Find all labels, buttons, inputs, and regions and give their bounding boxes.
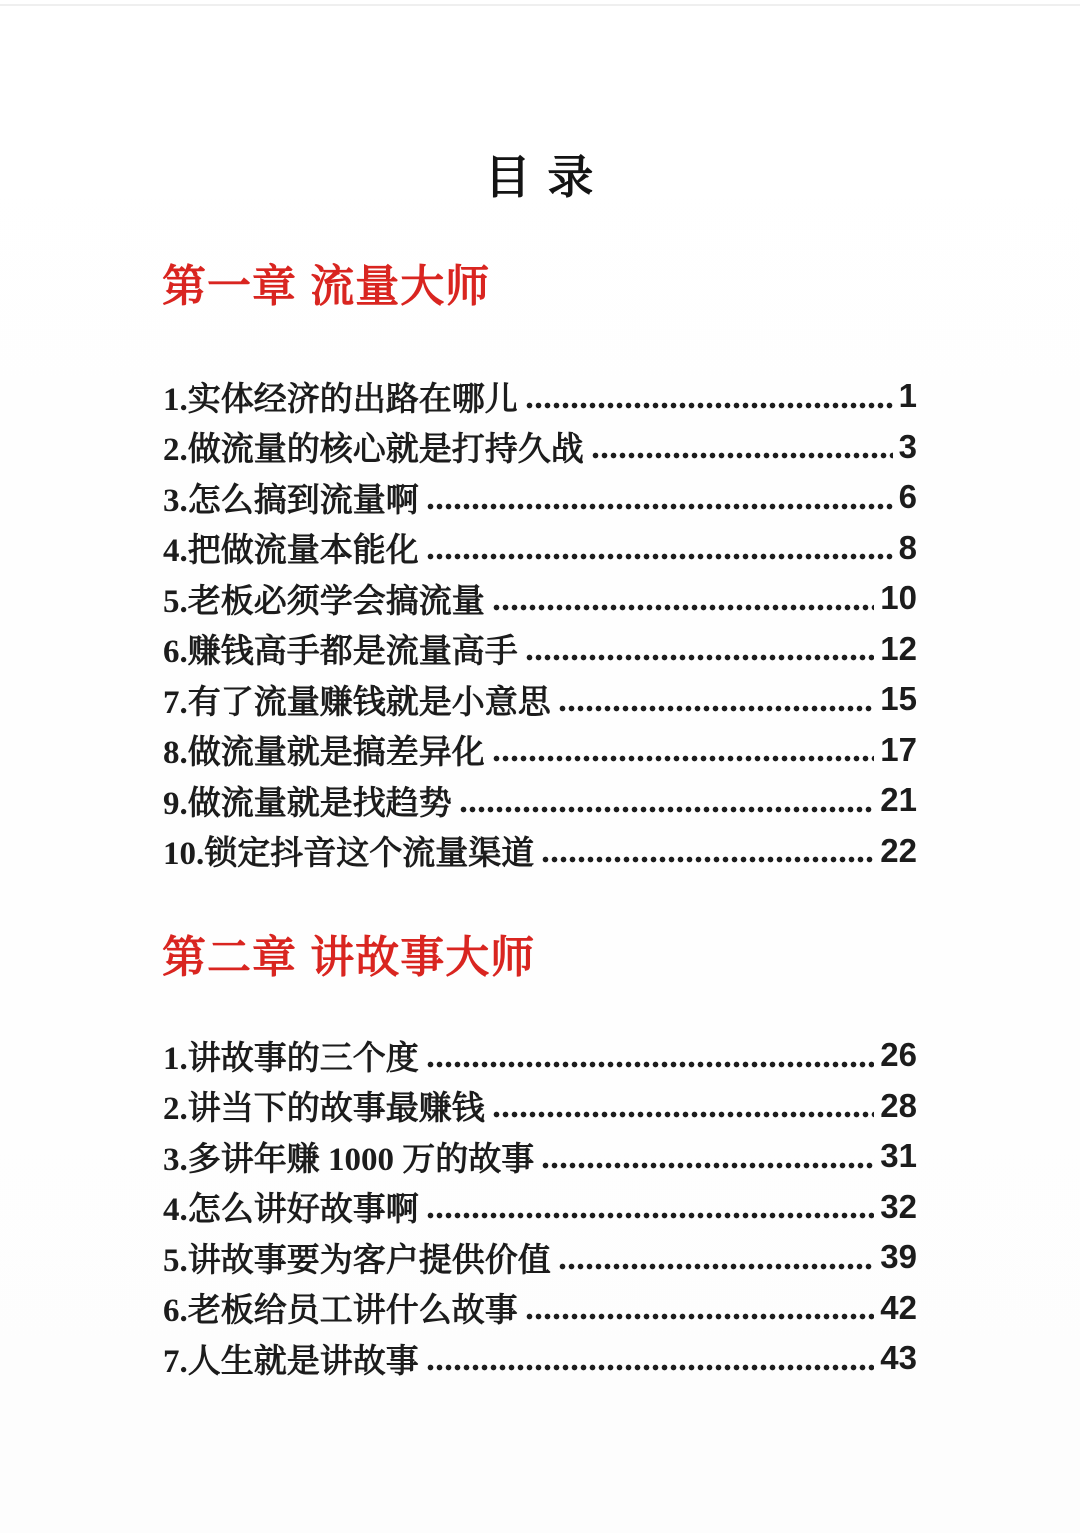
dotted-leader (427, 553, 893, 560)
dotted-leader (460, 806, 875, 813)
dotted-leader (493, 1111, 875, 1118)
toc-entry (163, 573, 917, 624)
dotted-leader (427, 1212, 875, 1219)
toc-entry-page-number: 28 (880, 1086, 917, 1124)
dotted-leader (592, 452, 893, 459)
toc-entry (163, 1232, 917, 1283)
toc-entry-title: 7.有了流量赚钱就是小意思 (163, 684, 551, 721)
toc-entry (163, 775, 917, 826)
toc-entry-page-number: 26 (880, 1036, 917, 1074)
toc-entry (163, 1333, 917, 1384)
chapter-2-section (0, 932, 1080, 1384)
toc-entry-page-number: 3 (898, 427, 917, 465)
toc-entry (163, 1081, 917, 1132)
chapter-1-heading: 第一章 流量大师 (162, 262, 491, 311)
toc-entry (163, 472, 917, 523)
toc-entry-page-number: 8 (898, 528, 917, 566)
dotted-leader (526, 1313, 875, 1320)
toc-entry (163, 1030, 917, 1081)
toc-entry (163, 1131, 917, 1182)
toc-entry (163, 1283, 917, 1334)
toc-entry (163, 371, 917, 422)
toc-entry-page-number: 42 (880, 1288, 917, 1326)
toc-entry-title: 9.做流量就是找趋势 (163, 785, 452, 822)
toc-entry-title: 2.做流量的核心就是打持久战 (163, 432, 584, 469)
dotted-leader (427, 1364, 875, 1371)
toc-entry-title: 1.讲故事的三个度 (163, 1040, 419, 1077)
toc-entry-page-number: 32 (880, 1187, 917, 1225)
toc-entry-title: 4.把做流量本能化 (163, 533, 419, 570)
toc-entry-title: 7.人生就是讲故事 (163, 1343, 419, 1380)
toc-entry-page-number: 10 (880, 579, 917, 617)
dotted-leader (526, 402, 893, 409)
toc-entry (163, 1182, 917, 1233)
page-title: 目 录 (484, 151, 596, 203)
toc-entry-page-number: 17 (880, 730, 917, 768)
scan-artifact-line (0, 4, 1080, 6)
toc-entry-title: 6.赚钱高手都是流量高手 (163, 634, 518, 671)
toc-entry (163, 422, 917, 473)
toc-entry-page-number: 22 (880, 831, 917, 869)
toc-entry-title: 10.锁定抖音这个流量渠道 (163, 836, 535, 873)
dotted-leader (493, 755, 875, 762)
toc-entry-page-number: 12 (880, 629, 917, 667)
toc-entry-page-number: 1 (898, 377, 917, 415)
toc-entry-page-number: 31 (880, 1137, 917, 1175)
dotted-leader (542, 1162, 874, 1169)
toc-entry-page-number: 39 (880, 1238, 917, 1276)
chapter-2-toc-list (163, 1030, 917, 1384)
chapter-1-toc-list (163, 371, 917, 876)
toc-entry-title: 6.老板给员工讲什么故事 (163, 1293, 518, 1330)
toc-entry-page-number: 43 (880, 1339, 917, 1377)
toc-entry-title: 5.老板必须学会搞流量 (163, 583, 485, 620)
toc-entry-page-number: 15 (880, 680, 917, 718)
dotted-leader (427, 503, 893, 510)
toc-entry-title: 5.讲故事要为客户提供价值 (163, 1242, 551, 1279)
toc-entry (163, 624, 917, 675)
toc-entry (163, 674, 917, 725)
toc-entry-title: 8.做流量就是搞差异化 (163, 735, 485, 772)
dotted-leader (526, 654, 875, 661)
dotted-leader (559, 705, 875, 712)
dotted-leader (559, 1263, 875, 1270)
dotted-leader (427, 1061, 875, 1068)
toc-entry-title: 3.多讲年赚 1000 万的故事 (163, 1141, 535, 1178)
toc-entry (163, 725, 917, 776)
dotted-leader (493, 604, 875, 611)
toc-entry-title: 4.怎么讲好故事啊 (163, 1192, 419, 1229)
toc-entry-title: 2.讲当下的故事最赚钱 (163, 1091, 485, 1128)
toc-entry-title: 3.怎么搞到流量啊 (163, 482, 419, 519)
dotted-leader (542, 856, 874, 863)
chapter-1-section (0, 261, 1080, 876)
toc-entry (163, 826, 917, 877)
chapter-2-heading: 第二章 讲故事大师 (162, 933, 536, 982)
toc-entry (163, 523, 917, 574)
toc-entry-title: 1.实体经济的出路在哪儿 (163, 381, 518, 418)
toc-entry-page-number: 6 (898, 478, 917, 516)
toc-entry-page-number: 21 (880, 781, 917, 819)
